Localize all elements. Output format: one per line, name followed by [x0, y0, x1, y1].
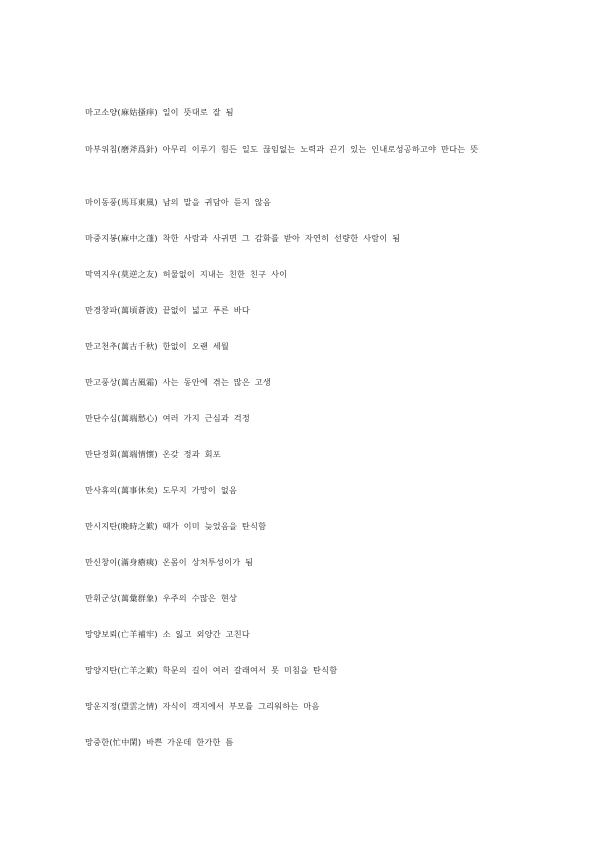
entry-mangyeongchangpa: 만경창파(萬頃蒼波) 끝없이 넓고 푸른 바다 — [85, 305, 250, 315]
entry-mabuwichim: 마부위침(磨斧爲針) 아무리 이루기 힘든 일도 끊임없는 노력과 끈기 있는 인내로성공하고야 만다는 뜻 — [85, 144, 479, 154]
entry-mangopungsang: 만고풍상(萬古風霜) 사는 동안에 겪는 많은 고생 — [85, 377, 271, 387]
entry-mansijitan: 만시지탄(晩時之歎) 때가 이미 늦었음을 탄식함 — [85, 521, 267, 531]
entry-mangunjijeong: 망운지정(望雲之情) 자식이 객지에서 부모를 그리워하는 마음 — [85, 701, 320, 711]
entry-mandanjeonghoe: 만단정회(萬端情懷) 온갖 정과 회포 — [85, 449, 221, 459]
entry-mandansusim: 만단수심(萬端愁心) 여러 가지 근심과 걱정 — [85, 413, 250, 423]
entry-mangocheonchu: 만고천추(萬古千秋) 한없이 오랜 세월 — [85, 341, 229, 351]
entry-manhwigunsang: 만휘군상(萬彙群象) 우주의 수많은 현상 — [85, 593, 238, 603]
entry-mangyangboroe: 망양보뢰(亡羊補牢) 소 잃고 외양간 고친다 — [85, 629, 250, 639]
entry-maidongpung: 마이동풍(馬耳東風) 남의 말을 귀담아 듣지 않음 — [85, 197, 271, 207]
entry-majungjibong: 마중지봉(麻中之蓬) 착한 사람과 사귀면 그 감화를 받아 자연히 선량한 사람이 됨 — [85, 233, 401, 243]
entry-magosoyang: 마고소양(麻姑搔痒) 일이 뜻대로 잘 됨 — [85, 107, 234, 117]
entry-mangjunghan: 망중한(忙中閑) 바쁜 가운데 한가한 틈 — [85, 737, 234, 747]
entry-magyeokjiu: 막역지우(莫逆之友) 허물없이 지내는 친한 친구 사이 — [85, 269, 288, 279]
entry-mansahyuui: 만사휴의(萬事休矣) 도무지 가망이 없음 — [85, 485, 238, 495]
entry-mangyangjitan: 망양지탄(亡羊之歎) 학문의 길이 여러 갈래여서 못 미침을 탄식함 — [85, 665, 338, 675]
entry-mansinchangi: 만신창이(滿身瘡痍) 온몸이 상처투성이가 됨 — [85, 557, 254, 567]
